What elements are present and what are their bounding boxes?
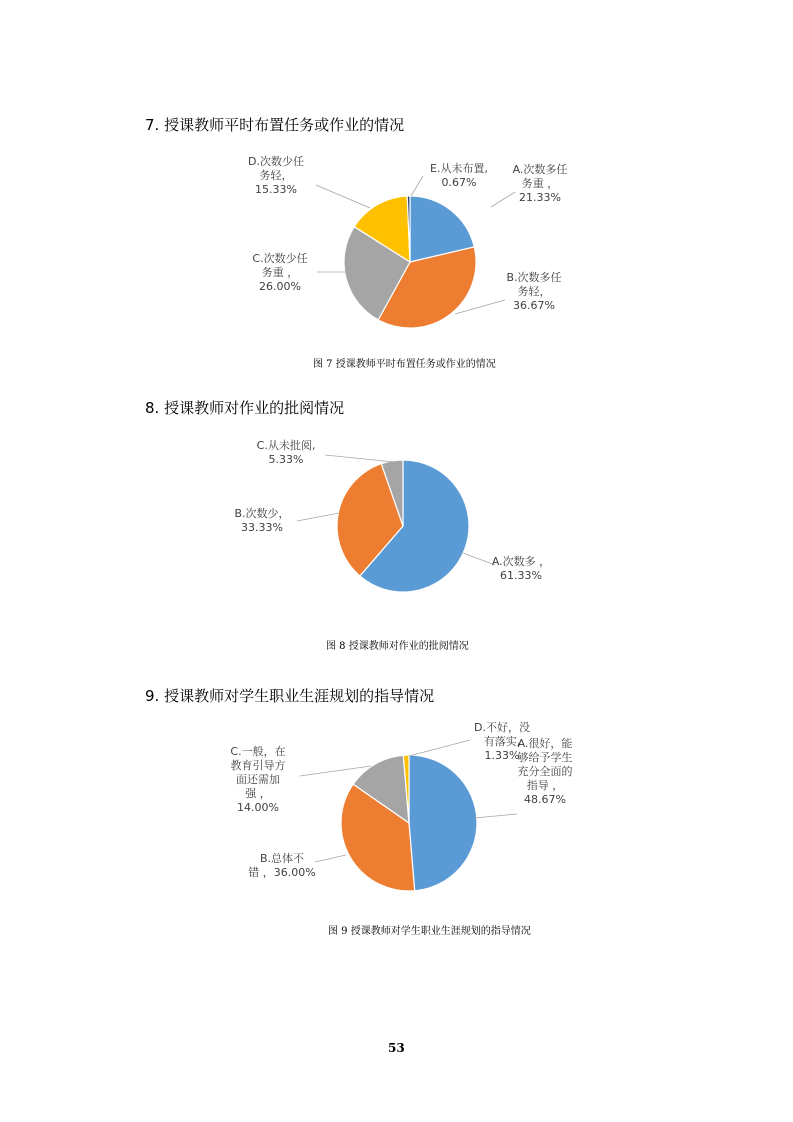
slice-label: C.一般，在教育引导方面还需加强 ， 14.00% [230,745,286,814]
slice-label: E.从未布置, 0.67% [430,162,488,189]
figure-caption-8: 图 8 授课教师对作业的批阅情况 [326,641,469,652]
section-heading-8: 8. 授课教师对作业的批阅情况 [145,399,345,417]
leader-line [300,766,371,776]
slice-label: C.从未批阅, 5.33% [256,439,316,466]
slice-label: B.总体不错 ，36.00% [248,852,316,879]
page-number: 53 [388,1041,405,1055]
slice-label: C.次数少任务重 ， 26.00% [252,252,308,293]
leader-line [409,740,470,756]
slice-label: D.不好，没有落实, 1.33% [474,721,530,762]
slice-label: B.次数多任务轻， 36.67% [506,271,562,312]
figure-caption-9: 图 9 授课教师对学生职业生涯规划的指导情况 [328,926,531,937]
section-heading-7: 7. 授课教师平时布置任务或作业的情况 [145,116,405,134]
pie-slice [409,755,477,891]
slice-label: A.次数多任务重 ， 21.33% [512,163,568,204]
leader-line [474,814,517,818]
slice-label: B.次数少， 33.33% [234,507,290,534]
leader-line [315,855,346,862]
slice-label: A.次数多 ， 61.33% [491,555,551,582]
section-heading-9: 9. 授课教师对学生职业生涯规划的指导情况 [145,687,435,705]
figure-caption-7: 图 7 授课教师平时布置任务或作业的情况 [313,359,496,370]
slice-label: A.很好，能够给予学生充分全面的指导 ， 48.67% [517,737,573,806]
slice-label: D.次数少任务轻， 15.33% [248,155,304,196]
